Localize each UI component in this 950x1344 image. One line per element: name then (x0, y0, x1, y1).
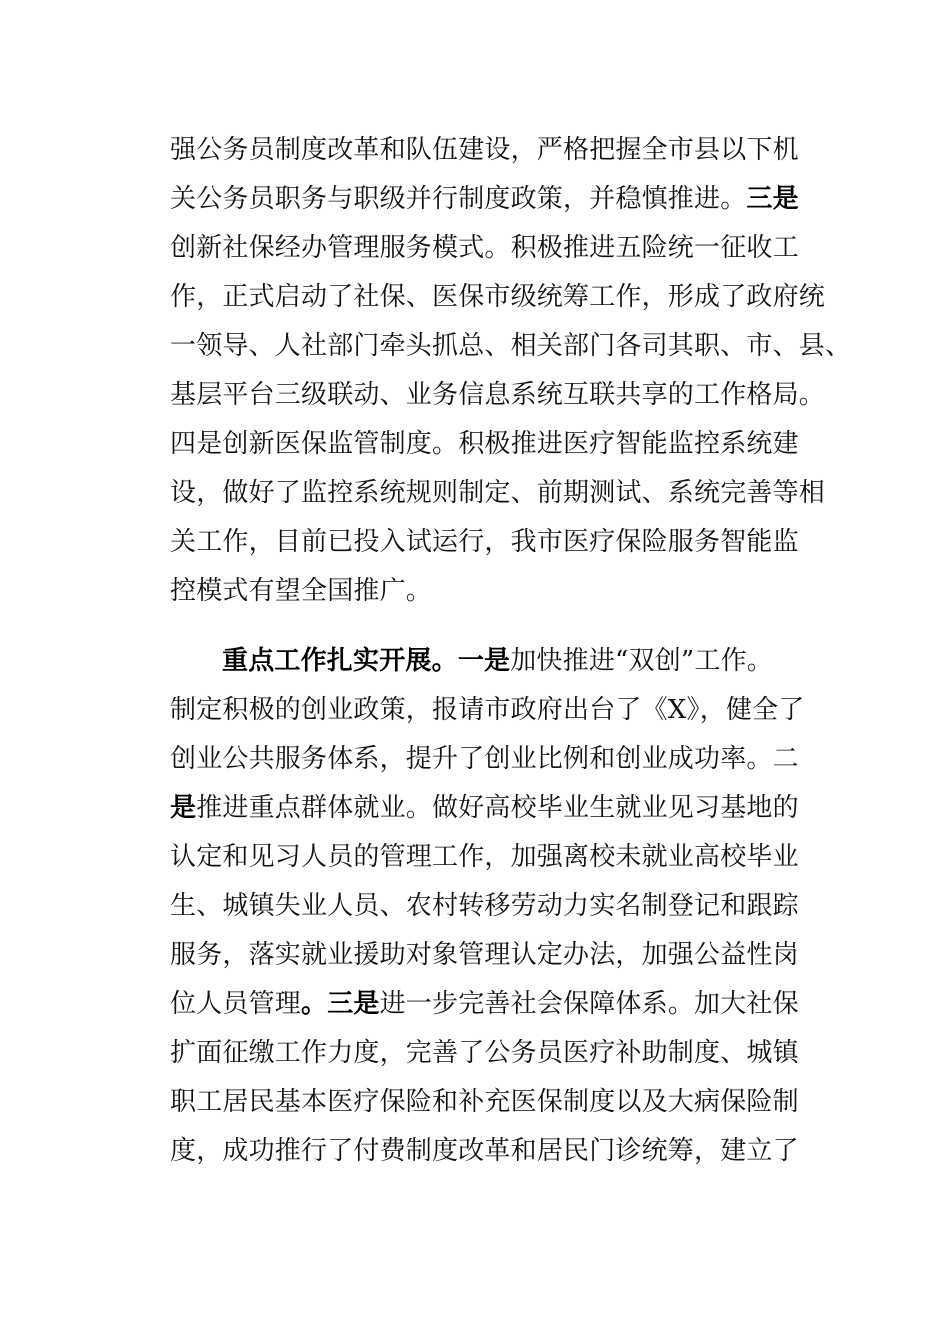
text-run: 度，成功推行了付费制度改革和居民门诊统筹，建立了 (170, 1136, 799, 1166)
text-run: 认定和见习人员的管理工作，加强离校未就业高校毕业 (170, 842, 799, 872)
bold-run: 。三是 (301, 989, 380, 1019)
paragraph-2-line-8 (170, 979, 799, 1029)
paragraph-1-line-3 (170, 223, 799, 273)
text-run: 进一步完善社会保障体系。加大社保 (379, 989, 799, 1019)
text-run: 生、城镇失业人员、农村转移劳动力实名制登记和跟踪 (170, 891, 799, 921)
text-run: 扩面征缴工作力度，完善了公务员医疗补助制度、城镇 (170, 1038, 799, 1068)
paragraph-1-line-9 (170, 517, 799, 567)
text-run: 创新社保经办管理服务模式。积极推进五险统一征收工 (170, 233, 799, 263)
paragraph-2-line-6 (170, 881, 799, 931)
paragraph-1-line-1 (170, 125, 799, 175)
paragraph-2-line-4 (170, 783, 799, 833)
paragraph-2-line-9 (170, 1028, 799, 1078)
text-run: 位人员管理 (170, 989, 302, 1019)
paragraph-1-line-6 (170, 370, 826, 420)
bold-run: 三是 (746, 184, 799, 214)
paragraph-2-line-1 (222, 636, 792, 686)
paragraph-2-line-5 (170, 832, 799, 882)
text-run: 强公务员制度改革和队伍建设，严格把握全市县以下机 (170, 135, 799, 165)
text-run: 作，正式启动了社保、医保市级统筹工作，形成了政府统 (170, 282, 826, 312)
text-run: 职工居民基本医疗保险和补充医保制度以及大病保险制 (170, 1087, 799, 1117)
text-run: 加快推进“双创”工作。 (510, 646, 774, 676)
text-run: 关工作，目前已投入试运行，我市医疗保险服务智能监 (170, 527, 799, 557)
text-run: 基层平台三级联动、业务信息系统互联共享的工作格局。 (170, 380, 826, 410)
text-run: 设，做好了监控系统规则制定、前期测试、系统完善等相 (170, 478, 826, 508)
paragraph-1-line-10 (170, 566, 790, 616)
text-run: 关公务员职务与职级并行制度政策，并稳慎推进。 (170, 184, 747, 214)
text-run: 四是创新医保监管制度。积极推进医疗智能监控系统建 (170, 429, 799, 459)
text-run: 制定积极的创业政策，报请市政府出台了《X》，健全了 (170, 695, 805, 725)
paragraph-2-line-3 (170, 734, 799, 784)
paragraph-2-line-2 (170, 685, 805, 735)
text-run: 服务，落实就业援助对象管理认定办法，加强公益性岗 (170, 940, 799, 970)
text-run: 创业公共服务体系，提升了创业比例和创业成功率。二 (170, 744, 799, 774)
paragraph-1-line-2 (170, 174, 799, 224)
paragraph-2-line-7 (170, 930, 799, 980)
bold-run: 一是 (457, 646, 511, 676)
text-run: 推进重点群体就业。做好高校毕业生就业见习基地的 (196, 793, 799, 823)
paragraph-1-line-5 (170, 321, 852, 371)
text-run: 一领导、人社部门牵头抓总、相关部门各司其职、市、县、 (170, 331, 852, 361)
bold-run: 是 (170, 793, 197, 823)
text-run: 控模式有望全国推广。 (170, 576, 433, 606)
bold-run: 重点工作扎实开展。 (222, 646, 458, 676)
paragraph-1-line-8 (170, 468, 826, 518)
paragraph-2-line-10 (170, 1077, 799, 1127)
paragraph-1-line-4 (170, 272, 826, 322)
paragraph-2-line-11 (170, 1126, 799, 1176)
paragraph-1-line-7 (170, 419, 799, 469)
